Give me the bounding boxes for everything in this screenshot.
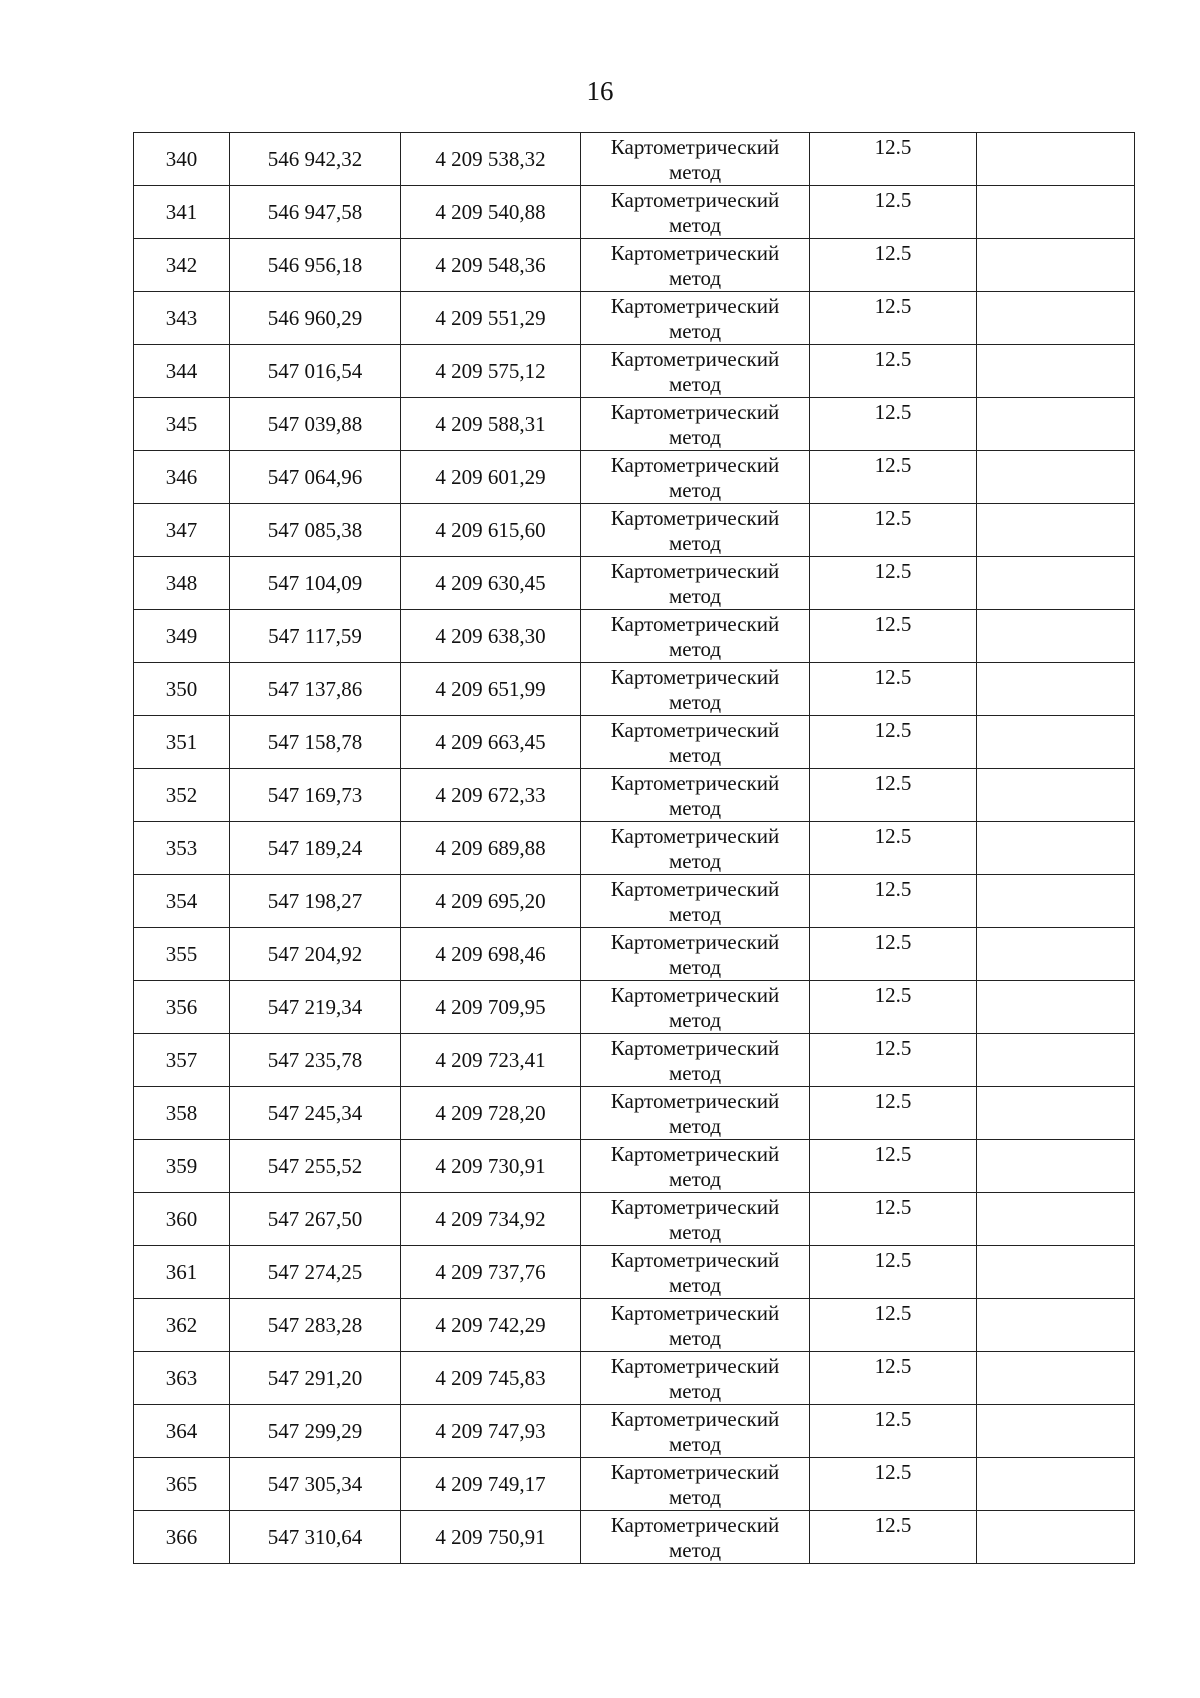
method-cell [581, 1405, 810, 1458]
method-label-line2: метод [668, 531, 722, 555]
method-label-line1: Картометрический [610, 824, 780, 848]
method-label-line1: Картометрический [610, 1301, 780, 1325]
method-label-line1: Картометрический [610, 294, 780, 318]
accuracy-cell: 12.5 [810, 769, 977, 822]
method-label-line1: Картометрический [610, 1513, 780, 1537]
accuracy-cell: 12.5 [810, 345, 977, 398]
method-label-line1: Картометрический [610, 453, 780, 477]
method-label-line2: метод [668, 690, 722, 714]
method-label-line1: Картометрический [610, 559, 780, 583]
method-cell [581, 557, 810, 610]
method-label-line1: Картометрический [610, 1460, 780, 1484]
accuracy-cell: 12.5 [810, 875, 977, 928]
point-number-cell: 363 [134, 1352, 230, 1405]
coordinates-table [133, 132, 1135, 1564]
accuracy-cell: 12.5 [810, 1246, 977, 1299]
method-cell [581, 451, 810, 504]
method-label-line2: метод [668, 1326, 722, 1350]
table-row [134, 875, 1135, 928]
x-coordinate-cell: 547 204,92 [230, 928, 401, 981]
x-coordinate-cell: 547 274,25 [230, 1246, 401, 1299]
method-cell [581, 928, 810, 981]
accuracy-cell: 12.5 [810, 1405, 977, 1458]
note-cell [977, 1352, 1135, 1405]
y-coordinate-cell: 4 209 651,99 [401, 663, 581, 716]
y-coordinate-cell: 4 209 695,20 [401, 875, 581, 928]
table-row [134, 1034, 1135, 1087]
point-number-cell: 345 [134, 398, 230, 451]
method-label-line1: Картометрический [610, 983, 780, 1007]
method-label-line1: Картометрический [610, 1407, 780, 1431]
note-cell [977, 398, 1135, 451]
table-row [134, 557, 1135, 610]
method-label-line1: Картометрический [610, 930, 780, 954]
method-cell [581, 822, 810, 875]
table-row [134, 345, 1135, 398]
point-number-cell: 354 [134, 875, 230, 928]
y-coordinate-cell: 4 209 737,76 [401, 1246, 581, 1299]
point-number-cell: 356 [134, 981, 230, 1034]
coordinates-table-body [134, 133, 1135, 1564]
method-label-line1: Картометрический [610, 1142, 780, 1166]
method-label-line2: метод [668, 1061, 722, 1085]
point-number-cell: 365 [134, 1458, 230, 1511]
table-row [134, 1140, 1135, 1193]
y-coordinate-cell: 4 209 538,32 [401, 133, 581, 186]
point-number-cell: 366 [134, 1511, 230, 1564]
y-coordinate-cell: 4 209 730,91 [401, 1140, 581, 1193]
method-label-line2: метод [668, 319, 722, 343]
note-cell [977, 1511, 1135, 1564]
method-label-line1: Картометрический [610, 1354, 780, 1378]
y-coordinate-cell: 4 209 575,12 [401, 345, 581, 398]
accuracy-cell: 12.5 [810, 557, 977, 610]
y-coordinate-cell: 4 209 709,95 [401, 981, 581, 1034]
method-label-line2: метод [668, 1379, 722, 1403]
method-label-line2: метод [668, 1538, 722, 1562]
note-cell [977, 504, 1135, 557]
accuracy-cell: 12.5 [810, 451, 977, 504]
method-cell [581, 133, 810, 186]
x-coordinate-cell: 547 104,09 [230, 557, 401, 610]
table-row [134, 1299, 1135, 1352]
note-cell [977, 875, 1135, 928]
table-row [134, 1405, 1135, 1458]
y-coordinate-cell: 4 209 540,88 [401, 186, 581, 239]
method-label-line1: Картометрический [610, 506, 780, 530]
method-cell [581, 1087, 810, 1140]
method-label-line2: метод [668, 266, 722, 290]
x-coordinate-cell: 547 255,52 [230, 1140, 401, 1193]
method-label-line2: метод [668, 796, 722, 820]
x-coordinate-cell: 547 283,28 [230, 1299, 401, 1352]
y-coordinate-cell: 4 209 663,45 [401, 716, 581, 769]
y-coordinate-cell: 4 209 750,91 [401, 1511, 581, 1564]
y-coordinate-cell: 4 209 689,88 [401, 822, 581, 875]
method-label-line1: Картометрический [610, 665, 780, 689]
method-label-line2: метод [668, 160, 722, 184]
y-coordinate-cell: 4 209 548,36 [401, 239, 581, 292]
x-coordinate-cell: 547 039,88 [230, 398, 401, 451]
point-number-cell: 347 [134, 504, 230, 557]
note-cell [977, 1140, 1135, 1193]
method-label-line2: метод [668, 425, 722, 449]
method-cell [581, 981, 810, 1034]
table-row [134, 1087, 1135, 1140]
accuracy-cell: 12.5 [810, 1193, 977, 1246]
page-number: 16 [586, 76, 614, 106]
accuracy-cell: 12.5 [810, 1511, 977, 1564]
accuracy-cell: 12.5 [810, 716, 977, 769]
method-label-line2: метод [668, 372, 722, 396]
table-row [134, 610, 1135, 663]
point-number-cell: 351 [134, 716, 230, 769]
table-row [134, 1352, 1135, 1405]
method-label-line2: метод [668, 1220, 722, 1244]
method-label-line1: Картометрический [610, 1089, 780, 1113]
point-number-cell: 357 [134, 1034, 230, 1087]
method-cell [581, 1352, 810, 1405]
x-coordinate-cell: 547 158,78 [230, 716, 401, 769]
method-label-line1: Картометрический [610, 612, 780, 636]
method-label-line1: Картометрический [610, 135, 780, 159]
method-label-line2: метод [668, 1008, 722, 1032]
accuracy-cell: 12.5 [810, 1458, 977, 1511]
method-label-line2: метод [668, 213, 722, 237]
table-row [134, 663, 1135, 716]
method-cell [581, 716, 810, 769]
note-cell [977, 451, 1135, 504]
point-number-cell: 360 [134, 1193, 230, 1246]
y-coordinate-cell: 4 209 745,83 [401, 1352, 581, 1405]
method-label-line1: Картометрический [610, 1036, 780, 1060]
table-row [134, 1511, 1135, 1564]
y-coordinate-cell: 4 209 749,17 [401, 1458, 581, 1511]
method-cell [581, 663, 810, 716]
method-label-line2: метод [668, 1432, 722, 1456]
note-cell [977, 1405, 1135, 1458]
point-number-cell: 359 [134, 1140, 230, 1193]
point-number-cell: 358 [134, 1087, 230, 1140]
method-cell [581, 292, 810, 345]
note-cell [977, 822, 1135, 875]
table-row [134, 1458, 1135, 1511]
method-label-line2: метод [668, 1485, 722, 1509]
point-number-cell: 349 [134, 610, 230, 663]
method-cell [581, 186, 810, 239]
method-cell [581, 1140, 810, 1193]
method-label-line2: метод [668, 1167, 722, 1191]
method-cell [581, 1193, 810, 1246]
accuracy-cell: 12.5 [810, 1087, 977, 1140]
table-row [134, 1246, 1135, 1299]
point-number-cell: 350 [134, 663, 230, 716]
method-label-line2: метод [668, 1114, 722, 1138]
table-row [134, 239, 1135, 292]
note-cell [977, 928, 1135, 981]
method-cell [581, 398, 810, 451]
method-cell [581, 769, 810, 822]
point-number-cell: 355 [134, 928, 230, 981]
method-label-line1: Картометрический [610, 347, 780, 371]
x-coordinate-cell: 547 064,96 [230, 451, 401, 504]
note-cell [977, 557, 1135, 610]
accuracy-cell: 12.5 [810, 981, 977, 1034]
table-row [134, 769, 1135, 822]
y-coordinate-cell: 4 209 601,29 [401, 451, 581, 504]
point-number-cell: 361 [134, 1246, 230, 1299]
note-cell [977, 1034, 1135, 1087]
x-coordinate-cell: 546 942,32 [230, 133, 401, 186]
method-cell [581, 345, 810, 398]
table-row [134, 398, 1135, 451]
x-coordinate-cell: 547 305,34 [230, 1458, 401, 1511]
method-label-line2: метод [668, 1273, 722, 1297]
method-label-line1: Картометрический [610, 771, 780, 795]
accuracy-cell: 12.5 [810, 239, 977, 292]
table-row [134, 451, 1135, 504]
x-coordinate-cell: 547 137,86 [230, 663, 401, 716]
y-coordinate-cell: 4 209 630,45 [401, 557, 581, 610]
table-row [134, 981, 1135, 1034]
note-cell [977, 981, 1135, 1034]
point-number-cell: 362 [134, 1299, 230, 1352]
x-coordinate-cell: 547 310,64 [230, 1511, 401, 1564]
x-coordinate-cell: 547 245,34 [230, 1087, 401, 1140]
y-coordinate-cell: 4 209 588,31 [401, 398, 581, 451]
y-coordinate-cell: 4 209 551,29 [401, 292, 581, 345]
point-number-cell: 353 [134, 822, 230, 875]
y-coordinate-cell: 4 209 728,20 [401, 1087, 581, 1140]
x-coordinate-cell: 547 219,34 [230, 981, 401, 1034]
method-label-line2: метод [668, 743, 722, 767]
note-cell [977, 610, 1135, 663]
x-coordinate-cell: 547 016,54 [230, 345, 401, 398]
point-number-cell: 343 [134, 292, 230, 345]
point-number-cell: 342 [134, 239, 230, 292]
note-cell [977, 1087, 1135, 1140]
note-cell [977, 133, 1135, 186]
x-coordinate-cell: 547 299,29 [230, 1405, 401, 1458]
method-label-line1: Картометрический [610, 400, 780, 424]
note-cell [977, 1458, 1135, 1511]
note-cell [977, 1193, 1135, 1246]
method-cell [581, 1458, 810, 1511]
accuracy-cell: 12.5 [810, 663, 977, 716]
table-row [134, 1193, 1135, 1246]
table-row [134, 504, 1135, 557]
x-coordinate-cell: 547 117,59 [230, 610, 401, 663]
accuracy-cell: 12.5 [810, 822, 977, 875]
note-cell [977, 769, 1135, 822]
y-coordinate-cell: 4 209 723,41 [401, 1034, 581, 1087]
x-coordinate-cell: 546 960,29 [230, 292, 401, 345]
table-row [134, 186, 1135, 239]
note-cell [977, 663, 1135, 716]
accuracy-cell: 12.5 [810, 610, 977, 663]
method-label-line1: Картометрический [610, 877, 780, 901]
x-coordinate-cell: 547 267,50 [230, 1193, 401, 1246]
method-label-line2: метод [668, 584, 722, 608]
method-label-line2: метод [668, 902, 722, 926]
point-number-cell: 346 [134, 451, 230, 504]
note-cell [977, 1299, 1135, 1352]
accuracy-cell: 12.5 [810, 1352, 977, 1405]
point-number-cell: 344 [134, 345, 230, 398]
y-coordinate-cell: 4 209 734,92 [401, 1193, 581, 1246]
method-label-line2: метод [668, 478, 722, 502]
note-cell [977, 716, 1135, 769]
method-cell [581, 504, 810, 557]
note-cell [977, 239, 1135, 292]
method-label-line1: Картометрический [610, 718, 780, 742]
accuracy-cell: 12.5 [810, 1140, 977, 1193]
method-cell [581, 875, 810, 928]
method-label-line2: метод [668, 637, 722, 661]
table-row [134, 716, 1135, 769]
accuracy-cell: 12.5 [810, 292, 977, 345]
table-row [134, 822, 1135, 875]
table-row [134, 292, 1135, 345]
method-cell [581, 1299, 810, 1352]
accuracy-cell: 12.5 [810, 928, 977, 981]
x-coordinate-cell: 547 085,38 [230, 504, 401, 557]
y-coordinate-cell: 4 209 615,60 [401, 504, 581, 557]
method-cell [581, 1034, 810, 1087]
x-coordinate-cell: 547 198,27 [230, 875, 401, 928]
y-coordinate-cell: 4 209 742,29 [401, 1299, 581, 1352]
method-cell [581, 1246, 810, 1299]
point-number-cell: 340 [134, 133, 230, 186]
note-cell [977, 292, 1135, 345]
x-coordinate-cell: 547 189,24 [230, 822, 401, 875]
method-cell [581, 239, 810, 292]
method-label-line1: Картометрический [610, 188, 780, 212]
method-label-line1: Картометрический [610, 1195, 780, 1219]
accuracy-cell: 12.5 [810, 1299, 977, 1352]
y-coordinate-cell: 4 209 698,46 [401, 928, 581, 981]
x-coordinate-cell: 547 291,20 [230, 1352, 401, 1405]
accuracy-cell: 12.5 [810, 1034, 977, 1087]
method-cell [581, 1511, 810, 1564]
note-cell [977, 1246, 1135, 1299]
method-cell [581, 610, 810, 663]
point-number-cell: 348 [134, 557, 230, 610]
method-label-line2: метод [668, 955, 722, 979]
method-label-line2: метод [668, 849, 722, 873]
accuracy-cell: 12.5 [810, 186, 977, 239]
y-coordinate-cell: 4 209 747,93 [401, 1405, 581, 1458]
y-coordinate-cell: 4 209 672,33 [401, 769, 581, 822]
method-label-line1: Картометрический [610, 1248, 780, 1272]
method-label-line1: Картометрический [610, 241, 780, 265]
point-number-cell: 341 [134, 186, 230, 239]
table-row [134, 928, 1135, 981]
point-number-cell: 352 [134, 769, 230, 822]
table-row [134, 133, 1135, 186]
x-coordinate-cell: 547 235,78 [230, 1034, 401, 1087]
note-cell [977, 345, 1135, 398]
x-coordinate-cell: 546 956,18 [230, 239, 401, 292]
accuracy-cell: 12.5 [810, 504, 977, 557]
accuracy-cell: 12.5 [810, 133, 977, 186]
x-coordinate-cell: 546 947,58 [230, 186, 401, 239]
x-coordinate-cell: 547 169,73 [230, 769, 401, 822]
note-cell [977, 186, 1135, 239]
accuracy-cell: 12.5 [810, 398, 977, 451]
y-coordinate-cell: 4 209 638,30 [401, 610, 581, 663]
point-number-cell: 364 [134, 1405, 230, 1458]
